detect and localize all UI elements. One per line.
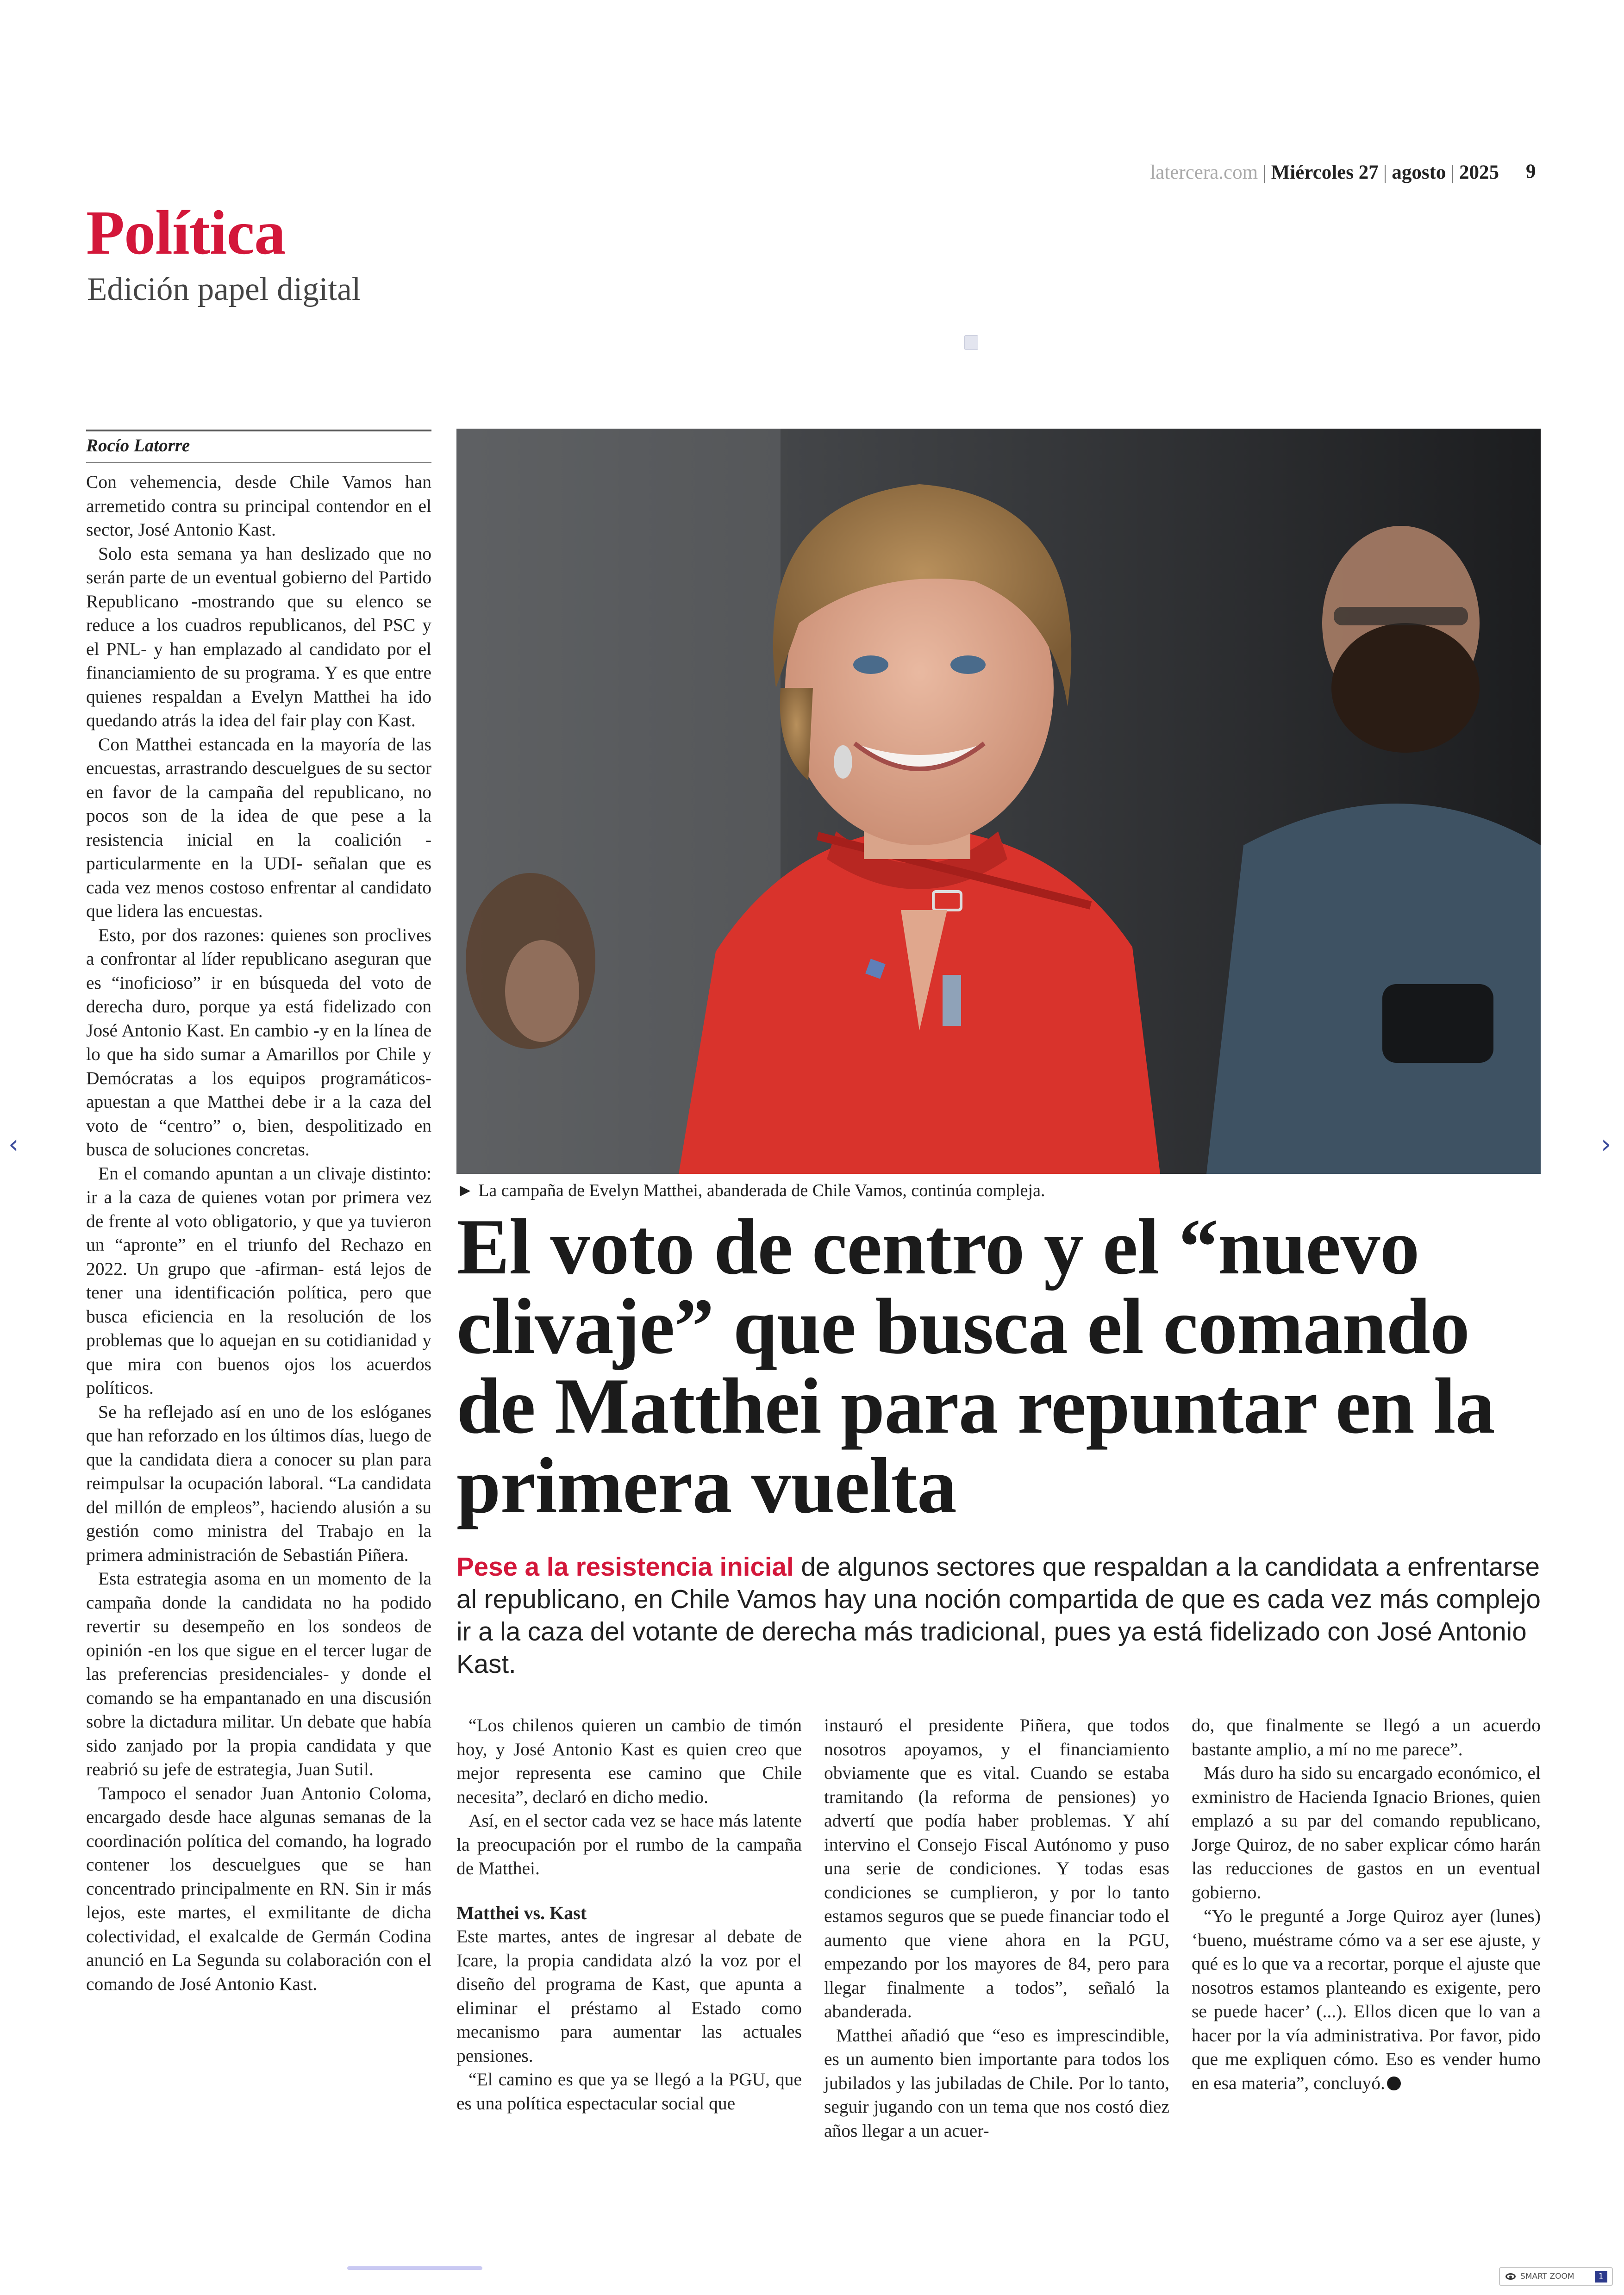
paragraph: “Los chilenos quieren un cambio de timón hoy, y José Antonio Kast es quien creo que mejor representa ese camino que Chile necesita”, declaró en dicho medio. (456, 1715, 802, 1807)
end-mark-icon (1387, 2077, 1401, 2090)
paragraph: En el comando apuntan a un clivaje distinto: ir a la caza de quienes votan por primera vez de frente al voto obligatorio, y que ya tuvieron un “apronte” en el triunfo del Rechazo en 2022. Un grupo que -afirman- está lejos de tener una identificación política, pero que busca eficiencia en la resolución de los problemas que lo aquejan en su cotidianidad y que mira con buenos ojos los acuerdos políticos. (86, 1163, 431, 1398)
author-rule-bottom (86, 462, 431, 463)
paragraph (1192, 1904, 1541, 2095)
paragraph: instauró el presidente Piñera, que todos nosotros apoyamos, y el financiamiento obviamente que es vital. Cuando se estaba tramitando (la reforma de pensiones) yo advertí que podía haber problemas. Y ahí intervino el Consejo Fiscal Autónomo y puso una serie de condiciones. Y todas esas condiciones se cumplieron, y por lo tanto estamos seguros que se puede financiar todo el aumento que viene ahora en la PGU, empezando por los mayores de 84, pero para llegar finalmente a todos”, señaló la abanderada. (824, 1715, 1169, 2021)
site-name: latercera.com (1150, 162, 1258, 183)
paragraph: Solo esta semana ya han deslizado que no serán parte de un eventual gobierno del Partido Republicano -mostrando que su elenco se reduce a los cuadros republicanos, del PSC y el PNL- y han emplazado al candidato por el financiamiento de su programa. Y es que entre quienes respaldan a Evelyn Matthei ha ido quedando atrás la idea del fair play con Kast. (86, 543, 431, 730)
paragraph: Este martes, antes de ingresar al debate de Icare, la propia candidata alzó la voz por el diseño del programa de Kast, que apunta a eliminar el préstamo al Estado como mecanismo para aumentar las actuales pensiones. (456, 1926, 802, 2066)
date-day: Miércoles 27 (1271, 162, 1379, 183)
section-title: Política (86, 198, 286, 268)
photo-illustration (456, 429, 1541, 1174)
paragraph: Con vehemencia, desde Chile Vamos han arremetido contra su principal contendor en el sector, José Antonio Kast. (86, 472, 431, 540)
paragraph: Tampoco el senador Juan Antonio Coloma, encargado desde hace algunas semanas de la coordinación política del comando, ha logrado contener los descuelgues que se han concentrado principalmente en RN. Sin ir más lejos, este martes, el exmilitante de dicha colectividad, el exalcalde de Germán Codina anunció en La Segunda su colaboración con el comando de José Antonio Kast. (86, 1783, 431, 1994)
zoom-page-number: 1 (1595, 2271, 1607, 2283)
dek-lead: Pese a la resistencia inicial (456, 1552, 794, 1581)
date-year: 2025 (1459, 162, 1499, 183)
paragraph: Se ha reflejado así en uno de los eslóganes que han reforzado en los últimos días, luego de que la candidata diera a conocer su plan para reimpulsar la ocupación laboral. “La candidata del millón de empleos”, haciendo alusión a su gestión como ministra del Trabajo en la primera administración de Sebastián Piñera. (86, 1401, 431, 1565)
date-line: latercera.com | Miércoles 27 | agosto | 2025 (1150, 162, 1499, 183)
paragraph: Más duro ha sido su encargado económico, el exministro de Hacienda Ignacio Briones, quien emplazó a su par del comando republicano, Jorge Quiroz, de no saber explicar cómo harán las reducciones de gastos en un eventual gobierno. (1192, 1763, 1541, 1902)
horizontal-scrollbar[interactable] (347, 2266, 482, 2270)
page-number: 9 (1526, 161, 1536, 182)
paragraph: “El camino es que ya se llegó a la PGU, que es una política espectacular social que (456, 2069, 802, 2114)
dek-text: de algunos sectores que respaldan a la candidata a enfrentarse al republicano, en Chile Vamos hay una noción compartida de que es cada vez más complejo ir a la caza del votante de derecha más tradicional, pues ya está fidelizado con José Antonio Kast. (456, 1552, 1541, 1678)
paragraph: Así, en el sector cada vez se hace más latente la preocupación por el rumbo de la campaña de Matthei. (456, 1810, 802, 1878)
page-marker-icon (964, 335, 978, 350)
closing-paragraph-text: “Yo le pregunté a Jorge Quiroz ayer (lunes) ‘bueno, muéstrame cómo va a ser ese ajuste, y qué es lo que va a recortar, porque el ajuste que nosotros estamos planteando es exigente, pero se puede hacer’ (...). Ellos dicen que lo van a hacer por la vía administrativa. Por favor, pido que me expliquen cómo. Eso es vender humo en esa materia”, concluyó. (1192, 1906, 1541, 2093)
chevron-right-icon[interactable]: › (1601, 1129, 1612, 1160)
author-rule (86, 430, 431, 431)
headline: El voto de centro y el “nuevo clivaje” que busca el comando de Matthei para repuntar en la primera vuelta (456, 1203, 1495, 1530)
paragraph: Esto, por dos razones: quienes son proclives a confrontar al líder republicano aseguran que es “inoficioso” ir en búsqueda del voto de derecha duro, porque ya está fidelizado con José Antonio Kast. En cambio -y en la línea de lo que ha sido sumar a Amarillos por Chile y Demócratas a los equipos programáticos- apuestan a que Matthei debe ir a la caza del voto de “centro” o, bien, despolitizado en busca de soluciones concretas. (86, 924, 431, 1160)
subheading: Matthei vs. Kast (456, 1902, 587, 1923)
article-column-3 (824, 1714, 1169, 2143)
smart-zoom-label: SMART ZOOM (1520, 2272, 1574, 2281)
smart-zoom-control[interactable] (1499, 2267, 1613, 2286)
article-dek (456, 1551, 1541, 1680)
article-column-2 (456, 1714, 802, 2115)
edition-subtitle: Edición papel digital (87, 271, 361, 307)
photo-caption: ► La campaña de Evelyn Matthei, abanderada de Chile Vamos, continúa compleja. (456, 1181, 1045, 1200)
article-column-4 (1192, 1714, 1541, 2095)
date-month: agosto (1392, 162, 1446, 183)
eye-icon (1505, 2273, 1516, 2280)
author-byline: Rocío Latorre (86, 436, 190, 455)
paragraph: Con Matthei estancada en la mayoría de las encuestas, arrastrando descuelgues de su sector en favor de la campaña del republicano, no pocos son de la idea de que pese a la resistencia inicial en la coalición -particularmente en la UDI- señalan que es cada vez menos costoso enfrentar al candidato que lidera las encuestas. (86, 734, 431, 921)
chevron-left-icon[interactable]: ‹ (8, 1129, 19, 1160)
paragraph: Esta estrategia asoma en un momento de la campaña donde la candidata no ha podido revertir su desempeño en los sondeos de opinión -en los que sigue en el tercer lugar de las preferencias presidenciales- y donde el comando se ha empantanado en una discusión sobre la dictadura militar. Un debate que había sido zanjado por la propia candidata y que reabrió su jefe de estrategia, Juan Sutil. (86, 1568, 431, 1779)
paragraph: Matthei añadió que “eso es imprescindible, es un aumento bien importante para todos los jubilados y las jubiladas de Chile. Por lo tanto, seguir jugando con un tema que nos costó diez años llegar a un acuer- (824, 2025, 1169, 2141)
article-column-1 (86, 470, 431, 1996)
paragraph: do, que finalmente se llegó a un acuerdo bastante amplio, a mí no me parece”. (1192, 1715, 1541, 1759)
article-photo (456, 429, 1541, 1174)
